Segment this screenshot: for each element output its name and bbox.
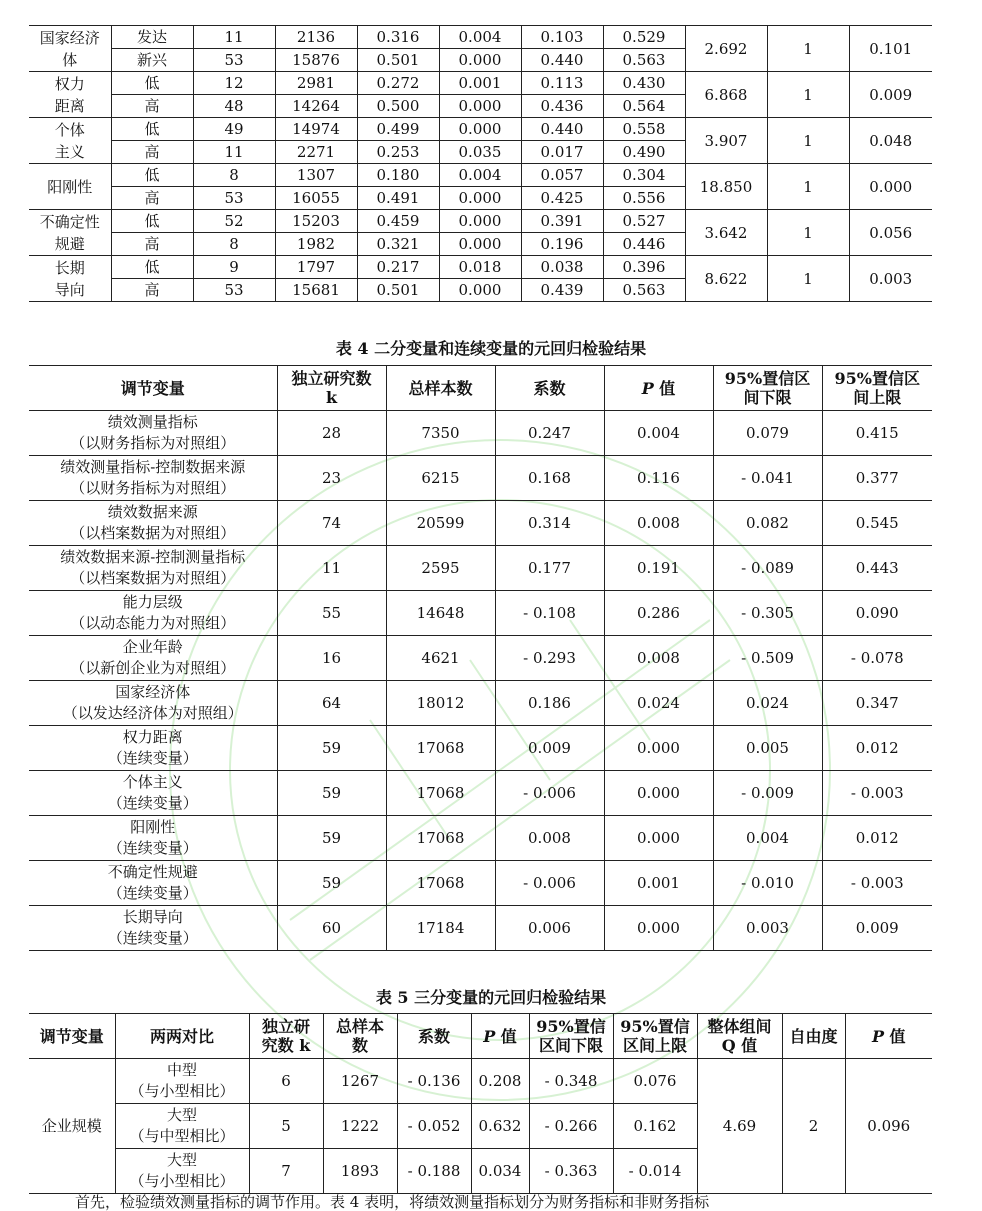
p-value: 0.000 (604, 771, 713, 816)
sample-size: 16055 (275, 187, 357, 210)
sample-size: 14264 (275, 95, 357, 118)
p-value: 0.008 (604, 636, 713, 681)
header-cell: 系数 (495, 366, 604, 411)
q-value: 4.69 (697, 1059, 782, 1194)
sample-size: 15203 (275, 210, 357, 233)
ci-lower: 0.440 (521, 118, 603, 141)
table-row (29, 546, 932, 591)
ci-upper: - 0.078 (822, 636, 932, 681)
ci-upper: 0.304 (603, 164, 685, 187)
coefficient: - 0.108 (495, 591, 604, 636)
group-label: 权力 距离 (29, 72, 111, 118)
header-cell: 自由度 (782, 1014, 845, 1059)
q-p-value: 0.048 (849, 118, 932, 164)
q-value: 6.868 (685, 72, 767, 118)
k-value: 28 (277, 411, 386, 456)
level-label: 新兴 (111, 49, 193, 72)
coefficient: - 0.293 (495, 636, 604, 681)
ci-lower: - 0.266 (529, 1104, 613, 1149)
p-value: 0.004 (439, 164, 521, 187)
header-cell: 整体组间 Q 值 (697, 1014, 782, 1059)
ci-upper: 0.556 (603, 187, 685, 210)
moderator-label: 企业年龄 （以新创企业为对照组） (29, 636, 277, 681)
p-value: 0.035 (439, 141, 521, 164)
p-value: 0.116 (604, 456, 713, 501)
table-row (29, 411, 932, 456)
moderator-label: 阳刚性 （连续变量） (29, 816, 277, 861)
header-cell: 系数 (397, 1014, 471, 1059)
sample-size: 17068 (386, 861, 495, 906)
k-value: 60 (277, 906, 386, 951)
df-value: 1 (767, 118, 849, 164)
level-label: 高 (111, 187, 193, 210)
moderator-label: 企业规模 (29, 1059, 115, 1194)
level-label: 高 (111, 279, 193, 302)
ci-lower: - 0.363 (529, 1149, 613, 1194)
header-p-value: P 值 (604, 366, 713, 411)
table-row (29, 816, 932, 861)
ci-lower: 0.079 (713, 411, 822, 456)
table-5-caption: 表 5 三分变量的元回归检验结果 (375, 988, 607, 1007)
k-value: 59 (277, 816, 386, 861)
ci-lower: - 0.009 (713, 771, 822, 816)
df-value: 2 (782, 1059, 845, 1194)
k-value: 11 (193, 26, 275, 49)
table-row (29, 591, 932, 636)
table-4 (29, 365, 932, 951)
sample-size: 15876 (275, 49, 357, 72)
sample-size: 2595 (386, 546, 495, 591)
moderator-label: 个体主义 （连续变量） (29, 771, 277, 816)
sample-size: 14648 (386, 591, 495, 636)
k-value: 59 (277, 771, 386, 816)
sample-size: 18012 (386, 681, 495, 726)
table-row (29, 906, 932, 951)
effect-size: 0.501 (357, 49, 439, 72)
ci-lower: 0.057 (521, 164, 603, 187)
coefficient: - 0.052 (397, 1104, 471, 1149)
coefficient: - 0.136 (397, 1059, 471, 1104)
ci-lower: 0.017 (521, 141, 603, 164)
q-p-value: 0.101 (849, 26, 932, 72)
p-value: 0.000 (439, 118, 521, 141)
table-row (29, 164, 932, 187)
ci-upper: - 0.003 (822, 861, 932, 906)
p-value: 0.004 (439, 26, 521, 49)
ci-upper: 0.490 (603, 141, 685, 164)
k-value: 11 (277, 546, 386, 591)
ci-upper: 0.090 (822, 591, 932, 636)
group-label: 阳刚性 (29, 164, 111, 210)
sample-size: 17184 (386, 906, 495, 951)
level-label: 高 (111, 233, 193, 256)
ci-upper: 0.076 (613, 1059, 697, 1104)
ci-upper: - 0.003 (822, 771, 932, 816)
level-label: 低 (111, 164, 193, 187)
ci-lower: 0.440 (521, 49, 603, 72)
q-value: 2.692 (685, 26, 767, 72)
moderator-label: 绩效数据来源 （以档案数据为对照组） (29, 501, 277, 546)
ci-lower: - 0.509 (713, 636, 822, 681)
header-cell: 独立研 究数 k (249, 1014, 323, 1059)
df-value: 1 (767, 72, 849, 118)
level-label: 低 (111, 256, 193, 279)
moderator-label: 绩效测量指标-控制数据来源 （以财务指标为对照组） (29, 456, 277, 501)
effect-size: 0.501 (357, 279, 439, 302)
p-value: 0.000 (439, 95, 521, 118)
table-3-continued (29, 25, 932, 302)
level-label: 低 (111, 72, 193, 95)
header-cell: 调节变量 (29, 1014, 115, 1059)
body-text-fragment: 首先，检验绩效测量指标的调节作用。表 4 表明，将绩效测量指标划分为财务指标和非财务指标 (75, 1193, 710, 1211)
p-value: 0.024 (604, 681, 713, 726)
coefficient: - 0.006 (495, 861, 604, 906)
effect-size: 0.491 (357, 187, 439, 210)
p-value: 0.191 (604, 546, 713, 591)
sample-size: 6215 (386, 456, 495, 501)
table-5 (29, 1013, 932, 1194)
ci-upper: 0.558 (603, 118, 685, 141)
p-value: 0.000 (604, 906, 713, 951)
coefficient: 0.314 (495, 501, 604, 546)
sample-size: 2136 (275, 26, 357, 49)
coefficient: 0.008 (495, 816, 604, 861)
sample-size: 1893 (323, 1149, 397, 1194)
table-row (29, 501, 932, 546)
k-value: 55 (277, 591, 386, 636)
ci-upper: 0.377 (822, 456, 932, 501)
effect-size: 0.316 (357, 26, 439, 49)
ci-lower: - 0.089 (713, 546, 822, 591)
ci-lower: 0.082 (713, 501, 822, 546)
ci-lower: - 0.010 (713, 861, 822, 906)
sample-size: 17068 (386, 771, 495, 816)
sample-size: 15681 (275, 279, 357, 302)
header-cell: 总样本 数 (323, 1014, 397, 1059)
sample-size: 4621 (386, 636, 495, 681)
df-value: 1 (767, 164, 849, 210)
header-p-value: P 值 (845, 1014, 932, 1059)
table-row (29, 210, 932, 233)
effect-size: 0.499 (357, 118, 439, 141)
sample-size: 7350 (386, 411, 495, 456)
k-value: 48 (193, 95, 275, 118)
p-value: 0.000 (439, 49, 521, 72)
ci-lower: 0.436 (521, 95, 603, 118)
q-p-value: 0.003 (849, 256, 932, 302)
table-row (29, 72, 932, 95)
ci-lower: 0.196 (521, 233, 603, 256)
k-value: 59 (277, 861, 386, 906)
header-cell: 总样本数 (386, 366, 495, 411)
coefficient: 0.177 (495, 546, 604, 591)
sample-size: 1222 (323, 1104, 397, 1149)
k-value: 23 (277, 456, 386, 501)
ci-lower: 0.439 (521, 279, 603, 302)
ci-lower: 0.004 (713, 816, 822, 861)
sample-size: 17068 (386, 816, 495, 861)
comparison-label: 大型 （与小型相比） (115, 1149, 249, 1194)
moderator-label: 能力层级 （以动态能力为对照组） (29, 591, 277, 636)
header-cell: 两两对比 (115, 1014, 249, 1059)
ci-upper: 0.563 (603, 49, 685, 72)
moderator-label: 不确定性规避 （连续变量） (29, 861, 277, 906)
group-label: 长期 导向 (29, 256, 111, 302)
effect-size: 0.253 (357, 141, 439, 164)
sample-size: 14974 (275, 118, 357, 141)
ci-lower: - 0.305 (713, 591, 822, 636)
sample-size: 1307 (275, 164, 357, 187)
header-cell: 独立研究数 k (277, 366, 386, 411)
ci-lower: 0.005 (713, 726, 822, 771)
k-value: 5 (249, 1104, 323, 1149)
q-value: 3.907 (685, 118, 767, 164)
df-value: 1 (767, 210, 849, 256)
table-row (29, 26, 932, 49)
p-value: 0.000 (439, 233, 521, 256)
level-label: 高 (111, 95, 193, 118)
table-row (29, 771, 932, 816)
ci-upper: 0.009 (822, 906, 932, 951)
level-label: 高 (111, 141, 193, 164)
comparison-label: 大型 （与中型相比） (115, 1104, 249, 1149)
table-row (29, 1059, 932, 1104)
p-value: 0.208 (471, 1059, 529, 1104)
group-label: 不确定性 规避 (29, 210, 111, 256)
effect-size: 0.272 (357, 72, 439, 95)
sample-size: 2271 (275, 141, 357, 164)
p-value: 0.286 (604, 591, 713, 636)
level-label: 发达 (111, 26, 193, 49)
k-value: 64 (277, 681, 386, 726)
q-value: 8.622 (685, 256, 767, 302)
ci-lower: 0.024 (713, 681, 822, 726)
moderator-label: 权力距离 （连续变量） (29, 726, 277, 771)
p-value: 0.001 (439, 72, 521, 95)
ci-upper: 0.564 (603, 95, 685, 118)
sample-size: 1982 (275, 233, 357, 256)
p-value: 0.001 (604, 861, 713, 906)
coefficient: 0.009 (495, 726, 604, 771)
k-value: 53 (193, 187, 275, 210)
k-value: 12 (193, 72, 275, 95)
q-p-value: 0.056 (849, 210, 932, 256)
k-value: 52 (193, 210, 275, 233)
header-cell: 95%置信 区间下限 (529, 1014, 613, 1059)
coefficient: 0.168 (495, 456, 604, 501)
ci-lower: - 0.041 (713, 456, 822, 501)
ci-lower: 0.113 (521, 72, 603, 95)
p-value: 0.008 (604, 501, 713, 546)
sample-size: 1267 (323, 1059, 397, 1104)
p-value: 0.018 (439, 256, 521, 279)
header-cell: 95%置信区 间下限 (713, 366, 822, 411)
table-row (29, 118, 932, 141)
sample-size: 1797 (275, 256, 357, 279)
coefficient: - 0.006 (495, 771, 604, 816)
k-value: 9 (193, 256, 275, 279)
k-value: 16 (277, 636, 386, 681)
ci-lower: 0.391 (521, 210, 603, 233)
table-row (29, 681, 932, 726)
ci-upper: 0.415 (822, 411, 932, 456)
group-label: 个体 主义 (29, 118, 111, 164)
ci-upper: 0.545 (822, 501, 932, 546)
effect-size: 0.500 (357, 95, 439, 118)
coefficient: - 0.188 (397, 1149, 471, 1194)
k-value: 74 (277, 501, 386, 546)
header-cell: 调节变量 (29, 366, 277, 411)
p-value: 0.004 (604, 411, 713, 456)
ci-lower: 0.003 (713, 906, 822, 951)
level-label: 低 (111, 118, 193, 141)
coefficient: 0.006 (495, 906, 604, 951)
moderator-label: 绩效测量指标 （以财务指标为对照组） (29, 411, 277, 456)
header-cell: 95%置信区 间上限 (822, 366, 932, 411)
table-row (29, 861, 932, 906)
k-value: 53 (193, 49, 275, 72)
ci-upper: 0.563 (603, 279, 685, 302)
table-row (29, 636, 932, 681)
ci-lower: 0.038 (521, 256, 603, 279)
ci-upper: - 0.014 (613, 1149, 697, 1194)
p-value: 0.000 (439, 187, 521, 210)
ci-upper: 0.347 (822, 681, 932, 726)
q-value: 18.850 (685, 164, 767, 210)
table-4-caption: 表 4 二分变量和连续变量的元回归检验结果 (335, 339, 647, 358)
ci-upper: 0.430 (603, 72, 685, 95)
ci-upper: 0.012 (822, 726, 932, 771)
effect-size: 0.459 (357, 210, 439, 233)
table-row (29, 726, 932, 771)
effect-size: 0.180 (357, 164, 439, 187)
k-value: 8 (193, 233, 275, 256)
ci-lower: - 0.348 (529, 1059, 613, 1104)
df-value: 1 (767, 256, 849, 302)
ci-upper: 0.396 (603, 256, 685, 279)
ci-upper: 0.443 (822, 546, 932, 591)
k-value: 49 (193, 118, 275, 141)
q-p-value: 0.000 (849, 164, 932, 210)
q-p-value: 0.096 (845, 1059, 932, 1194)
df-value: 1 (767, 26, 849, 72)
ci-lower: 0.425 (521, 187, 603, 210)
table-row (29, 456, 932, 501)
k-value: 8 (193, 164, 275, 187)
ci-upper: 0.012 (822, 816, 932, 861)
comparison-label: 中型 （与小型相比） (115, 1059, 249, 1104)
k-value: 59 (277, 726, 386, 771)
p-value: 0.000 (439, 279, 521, 302)
ci-lower: 0.103 (521, 26, 603, 49)
k-value: 53 (193, 279, 275, 302)
effect-size: 0.321 (357, 233, 439, 256)
moderator-label: 国家经济体 （以发达经济体为对照组） (29, 681, 277, 726)
p-value: 0.034 (471, 1149, 529, 1194)
sample-size: 17068 (386, 726, 495, 771)
ci-upper: 0.162 (613, 1104, 697, 1149)
k-value: 11 (193, 141, 275, 164)
table-row (29, 256, 932, 279)
sample-size: 2981 (275, 72, 357, 95)
q-value: 3.642 (685, 210, 767, 256)
ci-upper: 0.446 (603, 233, 685, 256)
moderator-label: 绩效数据来源-控制测量指标 （以档案数据为对照组） (29, 546, 277, 591)
header-cell: 95%置信 区间上限 (613, 1014, 697, 1059)
level-label: 低 (111, 210, 193, 233)
ci-upper: 0.527 (603, 210, 685, 233)
q-p-value: 0.009 (849, 72, 932, 118)
moderator-label: 长期导向 （连续变量） (29, 906, 277, 951)
effect-size: 0.217 (357, 256, 439, 279)
coefficient: 0.247 (495, 411, 604, 456)
k-value: 7 (249, 1149, 323, 1194)
p-value: 0.000 (604, 816, 713, 861)
group-label: 国家经济 体 (29, 26, 111, 72)
p-value: 0.000 (604, 726, 713, 771)
ci-upper: 0.529 (603, 26, 685, 49)
p-value: 0.632 (471, 1104, 529, 1149)
sample-size: 20599 (386, 501, 495, 546)
header-p-value: P 值 (471, 1014, 529, 1059)
p-value: 0.000 (439, 210, 521, 233)
coefficient: 0.186 (495, 681, 604, 726)
k-value: 6 (249, 1059, 323, 1104)
